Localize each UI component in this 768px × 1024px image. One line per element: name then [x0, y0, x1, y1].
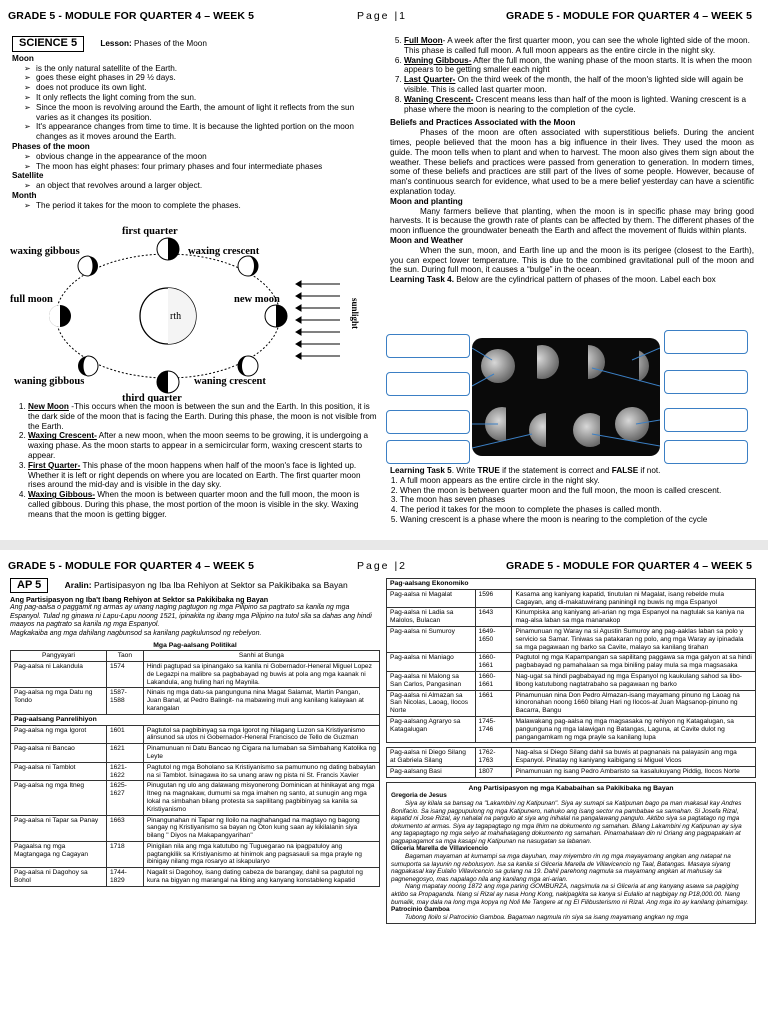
cell-cause: Pinugutan ng ulo ang dalawang misyonerong Dominican at hinikayat ang mga Itneg na magnakaw, dumumi sa mga imahen ng santo, at sunugin ang mga lokal na simbahan bilang protesta sa sapilitang pagbibinyag sa kanila sa Kristiyanismo: [143, 781, 379, 815]
phase-text: After a new moon, when the moon seems to be growing, it is undergoing a waxing phase. As the moon starts to appear in a semicircular form, waxing crescent starts to appear.: [28, 431, 369, 460]
label-box[interactable]: [664, 330, 748, 354]
table-row: [11, 661, 380, 687]
left-column: [12, 36, 378, 211]
cell-year: 1744-1829: [106, 868, 143, 887]
ap-intro-2: Magkakaiba ang mga dahilang nagbunsod sa kanilang pagkulunsod ng rebelyon.: [10, 629, 262, 637]
cell-event: Pag-aalsa ni Dagohoy sa Bohol: [11, 868, 107, 887]
label-box[interactable]: [664, 440, 748, 464]
cell-cause: Nag-alsa si Diego Silang dahil sa buwis at pagnanais na palayasin ang mga Espanyol. Pinatay ng kaniyang kaibigang si Miguel Vicos: [512, 748, 756, 767]
cell-year: 1807: [475, 766, 512, 777]
label-box[interactable]: [386, 440, 470, 464]
cell-cause: Pinamunuan ng Waray na si Agustin Sumuroy ang pag-aaklas laban sa polo y servicio sa Samar. Tiniwas sa patakaran ng polo, ang mga Waray ay ipinadala sa mga pagawaan ng barko sa Cavite, malayo sa kanilang tirahan: [512, 626, 756, 652]
cell-year: 1660-1661: [475, 653, 512, 672]
phase-text: -This occurs when the moon is between the sun and the Earth. In this position, it is the dark side of the moon that is facing the Earth. During this phase, the moon is not visible from the Earth.: [28, 402, 377, 431]
cell-year: 1621: [106, 744, 143, 763]
cell-event: Pag-aalsa ng mga Igorot: [11, 725, 107, 744]
label-sunlight: sunlight: [350, 298, 360, 330]
phases-list: [12, 152, 378, 172]
table-row: [387, 653, 756, 672]
cell-cause: Pinamunuan nina Don Pedro Almazan-isang mayamang pinuno ng Laoag na kinoronahan noong 1660 bilang Hari ng Ilocos-at Juan Magsanop-pinuno ng Bacarra, Bangu: [512, 690, 756, 716]
cell-year: 1745-1746: [475, 716, 512, 742]
learning-task-5: [390, 466, 758, 525]
list-item: 5. Waning crescent is a phase where the moon is nearing to the completion of the cycle: [400, 515, 758, 525]
cell-cause: Ninais ng mga datu-sa pangunguna nina Magat Salamat, Martin Pangan, Juan Banal, at Pedro Balingit- na mabawing muli ang kanilang kalayaan at karangalan: [143, 688, 379, 714]
phase-term: Last Quarter-: [404, 75, 456, 85]
cell-event: Pag-aalsang Basi: [387, 766, 476, 777]
cell-cause: Pagtutol sa pagbibinyag sa mga Igorot ng hilagang Luzon sa Kristiyanismo alinsunod sa utos ni Gobernador-Heneral Francisco de Tello de Guzman: [143, 725, 379, 744]
planting-text: Many farmers believe that planting, when the moon is in specific phase may bring good harvests. It is because the growth rate of plants can be affected by them. The different phases of the moon influence the groundwater beneath the Earth and affect the movement of fluids within plants.: [390, 206, 754, 236]
satellite-heading: Satellite: [12, 171, 44, 181]
ap-heading: Ang Partisipasyon ng Iba't Ibang Rehiyon at Sektor sa Pakikibaka ng Bayan: [10, 594, 269, 604]
table-row: [11, 868, 380, 887]
aralin-label: Aralin:: [64, 580, 92, 590]
list-item: [404, 75, 754, 95]
table-row: [11, 815, 380, 841]
subject-box: AP 5: [10, 578, 48, 593]
cell-event: Pag-aalsa ni Diego Silang at Gabriela Silang: [387, 748, 476, 767]
section-title: Pag-aalsang Panrelihiyon: [11, 714, 380, 725]
label-waning-gibbous: waning gibbous: [14, 376, 85, 387]
table-row: [387, 766, 756, 777]
cell-event: Pag-aalsa ni Lakandula: [11, 661, 107, 687]
label-box[interactable]: [386, 410, 470, 434]
month-list: [12, 201, 378, 211]
label-first-quarter: first quarter: [122, 226, 178, 237]
task5-text: . Write: [451, 466, 478, 475]
cell-cause: Pinamunuan ni Datu Bancao ng Cigara na lumaban sa Simbahang Katolika ng Leyte: [143, 744, 379, 763]
table-row: [387, 716, 756, 742]
list-item: ➢ Since the moon is revolving around the Earth, the amount of light it reflects from the sun varies as it changes its position.: [26, 103, 378, 123]
marella-name: Gliceria Marella de Villavicencio: [391, 845, 488, 853]
left-column: [10, 578, 380, 887]
cell-event: Pag-aalsa ni Maniago: [387, 653, 476, 672]
satellite-list: [12, 181, 378, 191]
label-waning-crescent: waning crescent: [194, 376, 266, 387]
right-column: [386, 578, 756, 924]
cell-event: Pag-aalsa ni Tapar sa Panay: [11, 815, 107, 841]
cell-cause: Malawakang pag-aalsa ng mga magsasaka ng rehiyon ng Katagalugan, sa pangunguna ng mga lalawigan ng Batangas, Laguna, at Cavite dulot ng pangangamkam ng mga prayle sa kanilang lupa: [512, 716, 756, 742]
header-right: GRADE 5 - MODULE FOR QUARTER 4 – WEEK 5: [506, 10, 753, 22]
label-box[interactable]: [386, 334, 470, 358]
third-quarter-moon: [157, 371, 179, 393]
list-item: [404, 36, 754, 56]
label-waxing-crescent: waxing crescent: [188, 246, 260, 257]
table-title: Mga Pag-aalsang Politikal: [153, 641, 237, 649]
table-row: [387, 626, 756, 652]
phase-text: After the full moon, the waning phase of the moon starts. It is when the moon appears to be getting smaller each night: [404, 55, 752, 75]
sunlight-arrows: [296, 281, 340, 359]
month-heading: Month: [12, 190, 37, 200]
gregoria-text: Siya ay kilala sa bansag na "Lakambini ng Katipunan". Siya ay sumapi sa Katipunan bago pa man makasal kay Andres Bonifacio. Sa isang pagpupulong ng mga Katipunero, nahuko ang isang sector na pambabae sa samahan. Si Josefa Rizal, kapatid ni Jose Rizal, ay nahalal na pangulo at siya ang inihalal na pangalawang pangulo. Aktibo siya sa pagtatago ng mga dokumento at armas. Siya ay tagapagtago ng mga lihim na dokumento ng samahan. Bilang Lakambini ng Katipunan ay siya ang tagapagtago ng mga selyo at mahahalagang dokumento ng samahan. Pinamahalaan din ni Oriang ang pagpapakain at pagpapagamot sa mga kasapi ng Katipunan na nasugatan sa labanan.: [391, 799, 742, 845]
list-item: 3. The moon has seven phases: [400, 495, 758, 505]
cell-year: 1621-1622: [106, 762, 143, 781]
table-row: [11, 781, 380, 815]
table-row: [11, 688, 380, 714]
list-item: [28, 461, 378, 490]
page-2: [0, 550, 768, 1024]
list-item: ➢ an object that revolves around a larger object.: [26, 181, 378, 191]
label-waxing-gibbous: waxing gibbous: [10, 246, 80, 257]
list-item: [28, 431, 378, 460]
cell-cause: Pagtutol ng mga Kapampangan sa sapilitang paggawa sa mga galyon at sa hindi pagbabayad ng pamahalaan sa mga biniling palay mula sa mga magsasaka: [512, 653, 756, 672]
cell-cause: Nagalit si Dagohoy, isang dating cabeza de barangay, dahil sa pagtutol ng kura na bigyan ng marangal na libing ang kanyang konstableng kapatid: [143, 868, 379, 887]
beliefs-text: Phases of the moon are often associated with superstitious beliefs. During the ancient times, people believed that the moon has a big influence in their lives. They used the moon as guide. The moon tells when to plant and when to harvest. The moon also gives them sign about the weather. These beliefs and practices were passed from generation to generation. In modern times, some of these beliefs and practices are still part of the lives of some people. However, because of man's continuous search for evidence, what used to be a mere belief yesterday can have a scientific explanation today.: [390, 128, 754, 196]
table-row: [387, 589, 756, 608]
moon-phases-photo: [472, 338, 660, 456]
cell-cause: Nag-ugat sa hindi pagbabayad ng mga Espanyol ng kaukulang sahod sa libo-libong katutubong nagtatrabaho sa pagawaan ng barko: [512, 671, 756, 690]
right-column: [382, 36, 754, 285]
phase-term: Waxing Gibbous-: [28, 490, 96, 500]
gamboa-text: Tubong Iloilo si Patrocinio Gamboa. Bagaman nagmula rin siya sa isang mayamang angkan ng mga: [405, 913, 689, 921]
list-item: 1. A full moon appears as the entire circle in the night sky.: [400, 476, 758, 486]
cell-event: Pag-aalsa ni Almazan sa San Nicolas, Laoag, Ilocos Norte: [387, 690, 476, 716]
label-full-moon: full moon: [10, 294, 53, 305]
cell-event: Pag-aalsa ng mga Datu ng Tondo: [11, 688, 107, 714]
earth: [140, 288, 196, 344]
list-item: ➢ goes these eight phases in 29 ½ days.: [26, 73, 378, 83]
waxing-crescent-moon: [238, 256, 258, 276]
cell-year: 1596: [475, 589, 512, 608]
earth-label: rth: [170, 311, 182, 322]
cell-cause: Pagtutol ng mga Boholano sa Kristiyanismo sa pamumuno ng dating babaylan na si Tamblot. Isinagawa ito sa unang araw ng pista ni St. Francis Xavier: [143, 762, 379, 781]
list-item: [28, 490, 378, 519]
phases-heading: Phases of the moon: [12, 141, 90, 151]
label-new-moon: new moon: [234, 294, 280, 305]
cell-event: Pag-aalsa ni Ladia sa Malolos, Bulacan: [387, 608, 476, 627]
label-box[interactable]: [664, 370, 748, 394]
cell-year: 1601: [106, 725, 143, 744]
table-row: [387, 748, 756, 767]
phase-text: This phase of the moon happens when half of the moon's face is lighted up. Whether it is left or right depends on where you are located on Earth. The first quarter moon rises around the mid-day and is visible in the day sky.: [28, 460, 361, 490]
phase-text: On the third week of the month, the half of the moon's lighted side will again be visible. This is called last quarter moon.: [404, 75, 744, 94]
waning-crescent-moon: [238, 356, 258, 376]
list-item: ➢ It's appearance changes from time to time. It is because the lighted portion on the moon changes as it moves around the Earth.: [26, 122, 378, 142]
task5-false: FALSE: [611, 466, 639, 475]
waning-gibbous-moon: [78, 356, 98, 376]
table-row: [387, 671, 756, 690]
cell-year: 1587-1588: [106, 688, 143, 714]
moon-heading: Moon: [12, 53, 34, 63]
moon-phases-diagram: [10, 224, 374, 402]
table-row: [11, 744, 380, 763]
table-row: [11, 725, 380, 744]
cell-year: 1661: [475, 690, 512, 716]
table-row: [387, 608, 756, 627]
label-third-quarter: third quarter: [122, 393, 182, 402]
gamboa-name: Patrocinio Gamboa: [391, 906, 450, 914]
moon-list: [12, 64, 378, 142]
table-row: [11, 841, 380, 867]
cell-year: 1643: [475, 608, 512, 627]
phase-term: Full Moon: [404, 36, 443, 45]
full-moon: [49, 305, 71, 327]
section-title: Pag-aalsang Ekonomiko: [387, 579, 756, 590]
weather-heading: Moon and Weather: [390, 235, 464, 245]
political-revolts-table: [10, 650, 380, 887]
cell-event: Pag-aalsa ng mga Itneg: [11, 781, 107, 815]
cell-cause: Kinumpiska ang kaniyang ari-arian ng mga Espanyol na nagtulak sa kaniya na mag-alsa laban sa mga mananakop: [512, 608, 756, 627]
marella-text: Bagaman mayaman at kumampi sa mga dayuhan, may miyembro rin ng mga mayayamang angkan ang natapat na sumuporta sa layunin ng rebolusyon. Isa sa kanila si Gliceria Marella de Villavicencio ng Taal, Batangas. Masaya siyang nagpakasal kay Eulalio Villavicencio sa gulang na 19. Dahil parehong nagmula sa mayamang angkan at mahusay sa pagnenegosyo, mas napalago nila ang kanilang mga ari-arian.: [391, 853, 731, 883]
header-right: GRADE 5 - MODULE FOR QUARTER 4 – WEEK 5: [506, 560, 753, 572]
cell-year: 1663: [106, 815, 143, 841]
task4-label: Learning Task 4.: [390, 275, 455, 285]
cell-year: 1649-1650: [475, 626, 512, 652]
economic-revolts-table: [386, 578, 756, 743]
phase-term: Waning Crescent-: [404, 94, 474, 104]
list-item: [404, 56, 754, 76]
cell-cause: Pinamunuan ng isang Pedro Ambaristo sa kasalukuyang Piddig, Ilocos Norte: [512, 766, 756, 777]
cell-year: 1762-1763: [475, 748, 512, 767]
lesson-label: Lesson:: [100, 39, 132, 48]
list-item: 4. The period it takes for the moon to complete the phases is called month.: [400, 505, 758, 515]
cell-event: Pagaalsa ng mga Magtangaga ng Cagayan: [11, 841, 107, 867]
subject-box: SCIENCE 5: [12, 36, 84, 52]
phase-term: Waxing Crescent-: [28, 431, 97, 441]
economic-revolts-table-2: [386, 747, 756, 777]
task5-text: if the statement is correct and: [499, 466, 612, 475]
list-item: ➢ It only reflects the light coming from the sun.: [26, 93, 378, 103]
phase-text: When the moon is between quarter moon and the full moon, the moon is called gibbous. During this phase, the most portion of the moon is visible in the sky. Waxing means that the moon is getting bigger.: [28, 490, 360, 519]
task5-text: if not.: [638, 466, 661, 475]
cell-event: Pag-aalsa ni Bancao: [11, 744, 107, 763]
waxing-gibbous-moon: [78, 256, 98, 276]
cell-event: Pag-aalsa ni Tamblot: [11, 762, 107, 781]
task4-text: Below are the cylindrical pattern of phases of the moon. Label each box: [454, 275, 716, 285]
cell-year: 1574: [106, 661, 143, 687]
first-quarter-moon: [157, 238, 179, 260]
cell-event: Pag-aalsa ni Magalat: [387, 589, 476, 608]
aralin-title: Partisipasyon ng Iba Iba Rehiyon at Sektor sa Pakikibaka sa Bayan: [93, 580, 348, 590]
phase-text: - A week after the first quarter moon, you can see the whole lighted side of the moon. This phase is called full moon. A full moon appears as the entire circle in the night sky.: [404, 36, 750, 55]
list-item: [404, 95, 754, 115]
list-item: [28, 402, 378, 431]
weather-text: When the sun, moon, and Earth line up and the moon is its perigee (closest to the Earth), you can expect lower temperature. This is due to the combined gravitational pull of the moon and the sun. During full moon, it causes a “bulge” in the ocean.: [390, 245, 754, 275]
cell-cause: Pinigilan nila ang mga katutubo ng Tuguegarao na ipagpatuloy ang pagtangkilik sa Kristiyanismo at hinimok ang pagsasauli sa mga prayle ng ibinigay nilang mga rosaryo at iskapularyo: [143, 841, 379, 867]
planting-heading: Moon and planting: [390, 196, 463, 206]
label-box[interactable]: [664, 408, 748, 432]
column-header: Pangyayari: [11, 651, 107, 662]
table-header-row: [11, 651, 380, 662]
phase-term: New Moon: [28, 402, 69, 411]
marella-text-2: Nang mapatay noong 1872 ang mga paring GOMBURZA, nagsimula na si Gliceria at ang kanyang asawa sa pagiging aktibo sa Propaganda. Nang si Rizal ay nasa Hong Kong, nakipagkita sa kanya si Eulalio at nagbigay ng P18,000.00. Nang bumalik, may dala na long mga kopya ng Noli Me Tangere at ng El Filibusterismo ni Rizal. Ang mga ito ay kanilang ipinamigay.: [391, 883, 749, 906]
list-item: ➢ The moon has eight phases: four primary phases and four intermediate phases: [26, 162, 378, 172]
cell-event: Pag-aalsang Agraryo sa Katagalugan: [387, 716, 476, 742]
header-left: GRADE 5 - MODULE FOR QUARTER 4 – WEEK 5: [8, 560, 255, 572]
cell-cause: Kasama ang kaniyang kapatid, tinutulan ni Magalat, isang rebelde mula Cagayan, ang di-makatuwirang paniningil ng buwis ng mga Espanyol: [512, 589, 756, 608]
cell-event: Pag-aalsa ni Malong sa San Carlos, Pangasinan: [387, 671, 476, 690]
list-item: ➢ obvious change in the appearance of the moon: [26, 152, 378, 162]
column-header: Taon: [106, 651, 143, 662]
label-box[interactable]: [386, 372, 470, 396]
cell-year: 1718: [106, 841, 143, 867]
beliefs-heading: Beliefs and Practices Associated with the Moon: [390, 118, 576, 128]
page-number: Page |1: [357, 10, 408, 22]
page-separator: [0, 540, 768, 550]
cell-event: Pag-aalsa ni Sumuroy: [387, 626, 476, 652]
cell-cause: Hindi pagtupad sa ipinangako sa kanila ni Gobernador-Heneral Miguel Lopez de Legazpi na malibre sa pagbabayad ng buwis at pola ang mga kaanak ni Lakandula, ang huling hari ng Maynila.: [143, 661, 379, 687]
header-left: GRADE 5 - MODULE FOR QUARTER 4 – WEEK 5: [8, 10, 255, 22]
phase-term: First Quarter-: [28, 460, 81, 470]
task5-list: [390, 476, 758, 525]
lesson-title: Phases of the Moon: [134, 39, 207, 48]
list-item: ➢ does not produce its own light.: [26, 83, 378, 93]
new-moon: [265, 305, 287, 327]
cell-year: 1625-1627: [106, 781, 143, 815]
ap-intro: Ang pag-aalsa o paggamit ng armas ay unang naging pagtugon ng mga Pilipino sa pagtrato sa kanila ng mga Espanyol. Tulad ng ginawa ni Lapu-Lapu noong 1521, ipinakita ng ibang mga Pilipino na tutol sila sa dahas ang hindi maayos na pagtrato sa kanila ng mga Espanyol.: [10, 604, 372, 629]
list-item: ➢ The period it takes for the moon to complete the phases.: [26, 201, 378, 211]
list-item: ➢ is the only natural satellite of the Earth.: [26, 64, 378, 74]
task5-true: TRUE: [477, 466, 500, 475]
page-number: Page |2: [357, 560, 408, 572]
left-phases-list: [6, 402, 378, 520]
cell-cause: Pinangunahan ni Tapar ng Iloilo na naghahangad na magtayo ng bagong sangay ng Kristiyanismo sa bayan ng Oton kung saan ay kikilalanin siya bilang " Diyos na Makapangyarihan": [143, 815, 379, 841]
phase-term: Waning Gibbous-: [404, 55, 472, 65]
phase-text: Crescent means less than half of the moon is lighted. Waning crescent is a phase where the moon is nearing to the completion of the cycle.: [404, 94, 747, 114]
cell-year: 1660-1661: [475, 671, 512, 690]
table-row: [387, 690, 756, 716]
women-section: [386, 782, 756, 925]
table-row: [11, 762, 380, 781]
list-item: 2. When the moon is between quarter moon and the full moon, the moon is called crescent.: [400, 486, 758, 496]
column-header: Sanhi at Bunga: [143, 651, 379, 662]
gregoria-name: Gregoria de Jesus: [391, 792, 447, 800]
women-heading: Ang Partisipasyon ng mga Kababaihan sa Pakikibaka ng Bayan: [468, 784, 674, 792]
task5-label: Learning Task 5: [390, 466, 452, 475]
